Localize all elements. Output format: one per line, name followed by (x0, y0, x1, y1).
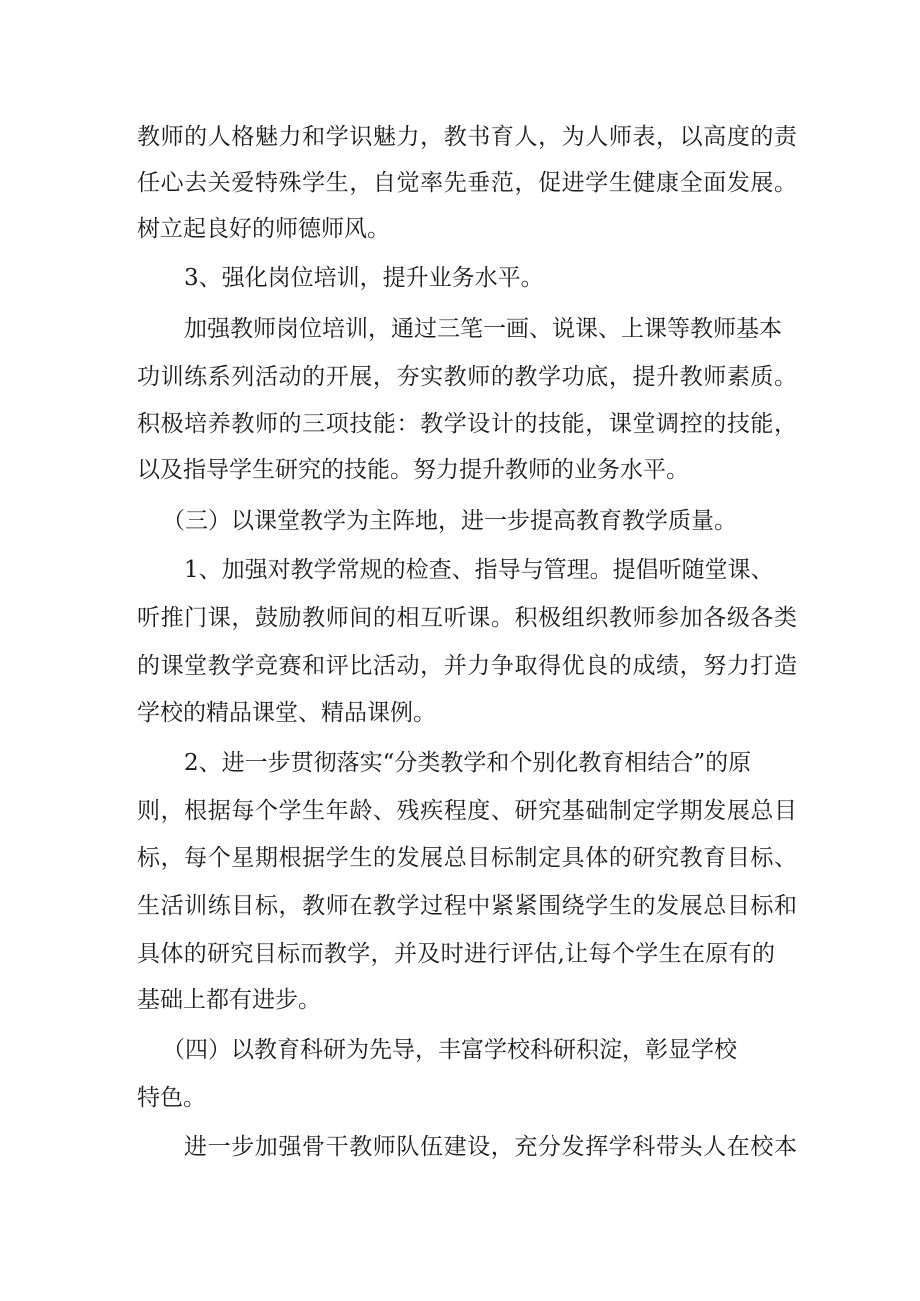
paragraph-line: 积极培养教师的三项技能：教学设计的技能，课堂调控的技能， (137, 411, 797, 437)
paragraph-line: 进一步加强骨干教师队伍建设，充分发挥学科带头人在校本 (184, 1134, 797, 1160)
paragraph-line: 生活训练目标，教师在教学过程中紧紧围绕学生的发展总目标和 (137, 893, 797, 919)
paragraph-line: 的课堂教学竞赛和评比活动，并力争取得优良的成绩，努力打造 (137, 653, 797, 679)
section-heading: 特色。 (137, 1085, 206, 1111)
paragraph-line: 1、加强对教学常规的检查、指导与管理。提倡听随堂课、 (184, 557, 774, 583)
paragraph-line: 任心去关爱特殊学生，自觉率先垂范，促进学生健康全面发展。 (137, 170, 797, 196)
paragraph-line: 以及指导学生研究的技能。努力提升教师的业务水平。 (137, 457, 689, 483)
paragraph-line: 学校的精品课堂、精品课例。 (137, 700, 436, 726)
paragraph-line: 加强教师岗位培训，通过三笔一画、说课、上课等教师基本 (184, 316, 782, 342)
paragraph-line: 功训练系列活动的开展，夯实教师的教学功底，提升教师素质。 (137, 364, 797, 390)
section-heading: 3、强化岗位培训，提升业务水平。 (184, 265, 544, 291)
section-heading: （三）以课堂教学为主阵地，进一步提高教育教学质量。 (162, 508, 737, 534)
paragraph-line: 具体的研究目标而教学，并及时进行评估,让每个学生在原有的 (137, 941, 775, 967)
paragraph-line: 标，每个星期根据学生的发展总目标制定具体的研究教育目标、 (137, 845, 797, 871)
paragraph-line: 基础上都有进步。 (137, 987, 321, 1013)
paragraph-line: 听推门课，鼓励教师间的相互听课。积极组织教师参加各级各类 (137, 605, 797, 631)
paragraph-line: 树立起良好的师德师风。 (137, 216, 390, 242)
paragraph-line: 教师的人格魅力和学识魅力，教书育人，为人师表，以高度的责 (137, 124, 797, 150)
paragraph-line: 2、进一步贯彻落实“分类教学和个别化教育相结合”的原 (184, 750, 752, 776)
section-heading: （四）以教育科研为先导，丰富学校科研积淀，彰显学校 (162, 1037, 737, 1063)
paragraph-line: 则，根据每个学生年龄、残疾程度、研究基础制定学期发展总目 (137, 798, 797, 824)
